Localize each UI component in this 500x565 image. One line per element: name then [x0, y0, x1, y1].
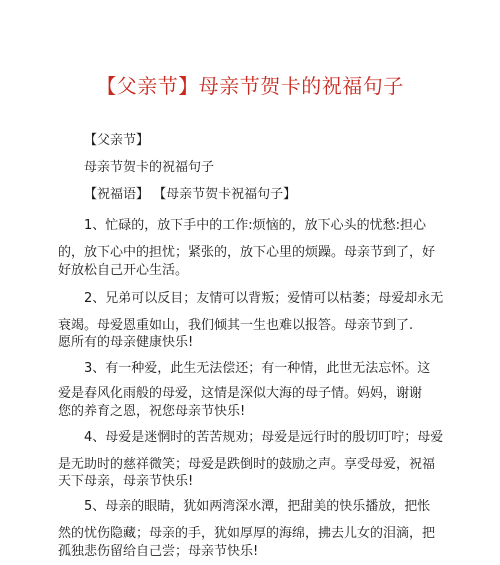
paragraph-1-line-2: 的，放下心中的担忧；紧张的，放下心里的烦躁。母亲节到了，好: [58, 245, 436, 260]
paragraph-4-line-3: 天下母亲，母亲节快乐!: [58, 474, 194, 489]
paragraph-3-line-2: 爱是春风化雨般的母爱，这情是深似大海的母子情。妈妈，谢谢: [58, 386, 423, 401]
header-tag: 【父亲节】: [84, 133, 150, 148]
document-title: 【父亲节】母亲节贺卡的祝福句子: [96, 74, 404, 98]
header-tags-line: 【祝福语】 【母亲节贺卡祝福句子】: [84, 187, 297, 202]
header-subtitle: 母亲节贺卡的祝福句子: [84, 160, 215, 175]
paragraph-4-line-2: 是无助时的慈祥微笑；母爱是跌倒时的鼓励之声。享受母爱，祝福: [58, 457, 436, 472]
paragraph-1-line-1: 1、忙碌的，放下手中的工作:烦恼的，放下心头的忧愁:担心: [84, 218, 427, 233]
paragraph-2-line-3: 愿所有的母亲健康快乐!: [58, 335, 194, 350]
paragraph-5-line-1: 5、母亲的眼睛，犹如两湾深水潭，把甜美的快乐播放，把怅: [84, 499, 431, 514]
paragraph-2-line-2: 衰竭。母爱恩重如山，我们倾其一生也难以报答。母亲节到了.: [58, 318, 414, 333]
paragraph-3-line-3: 您的养育之恩，祝您母亲节快乐!: [58, 404, 246, 419]
paragraph-4-line-1: 4、母爱是迷惘时的苦苦规劝；母爱是远行时的殷切叮咛；母爱: [84, 430, 444, 445]
paragraph-5-line-3: 孤独悲伤留给自己尝；母亲节快乐!: [58, 544, 259, 559]
paragraph-2-line-1: 2、兄弟可以反目；友情可以背叛；爱情可以枯萎；母爱却永无: [84, 291, 444, 306]
paragraph-1-line-3: 好放松自己开心生活。: [58, 263, 189, 278]
paragraph-3-line-1: 3、有一种爱，此生无法偿还；有一种情，此世无法忘怀。这: [84, 361, 431, 376]
paragraph-5-line-2: 然的忧伤隐藏；母亲的手，犹如厚厚的海绵，拂去儿女的泪滴，把: [58, 526, 436, 541]
